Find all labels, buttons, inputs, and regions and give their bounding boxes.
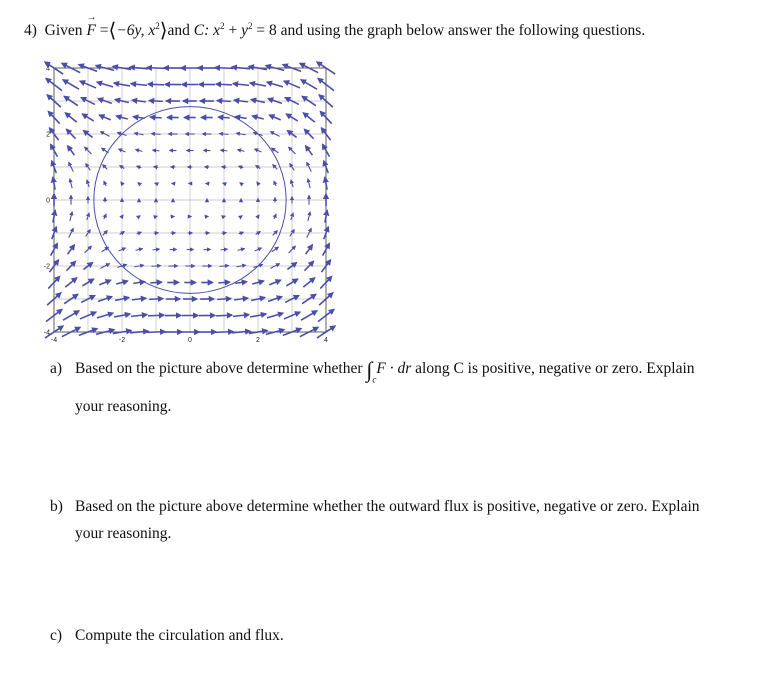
field-arrow (99, 115, 110, 120)
field-arrow (269, 115, 280, 120)
curve-eq-x: x (213, 22, 221, 40)
curve-name: C: (193, 22, 210, 40)
x-tick-label: -4 (50, 337, 58, 344)
field-arrow (136, 249, 143, 251)
field-arrow (131, 84, 147, 86)
field-arrow (232, 331, 250, 333)
part-b-label: b) (50, 498, 63, 515)
part-a-text-after: along C is positive, negative or zero. Explain (415, 360, 695, 377)
part-a-label: a) (50, 360, 63, 377)
field-arrow (68, 146, 75, 155)
field-arrow (308, 179, 310, 188)
field-arrow (306, 146, 313, 155)
field-arrow (97, 82, 113, 87)
field-arrow (216, 315, 232, 316)
field-arrow (238, 150, 245, 152)
curve-eq-y-exp: 2 (247, 21, 253, 31)
field-components: −6y, x (116, 22, 156, 40)
field-arrow (325, 210, 327, 222)
curve-eq-x-exp: 2 (220, 21, 225, 31)
curve-eq-rhs: = 8 (256, 22, 277, 40)
field-arrow (104, 181, 106, 186)
curve-eq-y: y (241, 22, 248, 40)
field-arrow (151, 134, 160, 135)
part-a (50, 355, 740, 420)
field-exponent: 2 (155, 21, 160, 31)
field-arrow (148, 84, 164, 85)
field-arrow (65, 113, 76, 122)
field-arrow (147, 68, 165, 69)
field-arrow (136, 150, 143, 152)
field-arrow (303, 113, 314, 122)
field-arrow (240, 216, 242, 218)
field-arrow (223, 183, 225, 184)
field-arrow (303, 278, 314, 287)
field-arrow (267, 313, 283, 318)
field-arrow (68, 245, 75, 254)
field-arrow (97, 313, 113, 318)
part-b-line2: your reasoning. (75, 525, 172, 542)
field-arrow (234, 100, 248, 102)
field-arrow (148, 315, 164, 316)
field-arrow (217, 101, 231, 102)
field-arrow (218, 282, 229, 283)
question-instruction: and using the graph below answer the following questions. (280, 22, 646, 40)
field-arrow (238, 249, 245, 251)
y-tick-label: -4 (43, 329, 50, 337)
field-arrow (325, 177, 327, 189)
field-arrow (53, 210, 55, 222)
field-symbol: → F (86, 17, 95, 45)
field-arrow (150, 282, 161, 283)
part-c (50, 622, 740, 649)
x-tick-label: -2 (118, 337, 126, 344)
field-arrow (151, 266, 160, 267)
part-c-line1: Compute the circulation and flux. (75, 627, 284, 644)
field-arrow (306, 245, 313, 254)
field-arrow (132, 100, 146, 102)
field-arrow (215, 332, 233, 333)
field-arrow (233, 84, 249, 86)
y-tick-label: -2 (43, 263, 50, 271)
left-angle: ⟨ (108, 20, 117, 43)
field-arrow (222, 233, 227, 234)
field-arrow (153, 150, 160, 151)
field-arrow (149, 299, 163, 300)
y-tick-label: 4 (46, 65, 50, 73)
field-arrow (131, 315, 147, 317)
field-arrow (221, 150, 228, 151)
field-arrow (240, 183, 242, 185)
field-arrow (219, 134, 228, 135)
field-arrow (219, 266, 228, 267)
vector-field-svg (36, 60, 338, 350)
field-arrow (130, 67, 148, 69)
field-arrow (104, 214, 106, 219)
field-arrow (222, 167, 227, 168)
x-tick-label: 2 (256, 337, 260, 344)
curve-eq-plus: + (228, 22, 238, 40)
field-arrow (217, 299, 231, 300)
field-arrow (65, 278, 76, 287)
question-header (24, 12, 744, 45)
field-arrow (221, 249, 228, 250)
field-arrow (232, 67, 250, 69)
field-arrow (267, 82, 283, 87)
field-arrow (215, 68, 233, 69)
x-tick-label: 0 (188, 337, 192, 344)
right-angle: ⟩ (159, 20, 168, 43)
field-arrow (150, 117, 161, 118)
field-arrow (233, 315, 249, 317)
y-tick-label: 0 (46, 197, 50, 205)
field-arrow (147, 332, 165, 333)
vector-field-plot (36, 60, 338, 350)
field-arrow (138, 183, 140, 185)
field-arrow (70, 212, 72, 221)
field-arrow (132, 298, 146, 300)
part-b (50, 493, 740, 547)
field-arrow (308, 212, 310, 221)
field-arrow (218, 117, 229, 118)
x-tick-label: 4 (324, 337, 328, 344)
part-c-label: c) (50, 627, 63, 644)
field-arrow (234, 298, 248, 300)
field-arrow (149, 101, 163, 102)
field-arrow (274, 181, 276, 186)
field-arrow (155, 183, 157, 184)
field-arrow (154, 167, 159, 168)
part-a-line2: your reasoning. (75, 398, 172, 416)
field-arrow (223, 216, 225, 217)
field-arrow (138, 216, 140, 218)
field-arrow (63, 311, 79, 320)
field-arrow (155, 216, 157, 217)
question-given: Given (44, 22, 83, 40)
line-integral-sign: $\int_c$ (366, 357, 377, 385)
y-tick-label: 2 (46, 131, 50, 139)
integral-subscript: c (372, 374, 377, 385)
field-arrow (53, 177, 55, 189)
field-arrow (274, 214, 276, 219)
field-arrow (301, 80, 317, 89)
field-arrow (130, 331, 148, 333)
field-arrow (70, 179, 72, 188)
field-arrow (301, 311, 317, 320)
field-arrow (99, 280, 110, 285)
equals-sign: = (99, 22, 109, 40)
field-arrow (269, 280, 280, 285)
field-arrow (63, 80, 79, 89)
question-number: 4) (24, 22, 37, 40)
field-arrow (216, 84, 232, 85)
line-integral-integrand: F · dr (376, 360, 412, 377)
and-word: and (167, 22, 190, 40)
part-b-line1: Based on the picture above determine whether the outward flux is positive, negative or zero. Explain (75, 498, 700, 515)
field-arrow (153, 249, 160, 250)
field-arrow (154, 233, 159, 234)
part-a-text-before: Based on the picture above determine whether (75, 360, 363, 377)
